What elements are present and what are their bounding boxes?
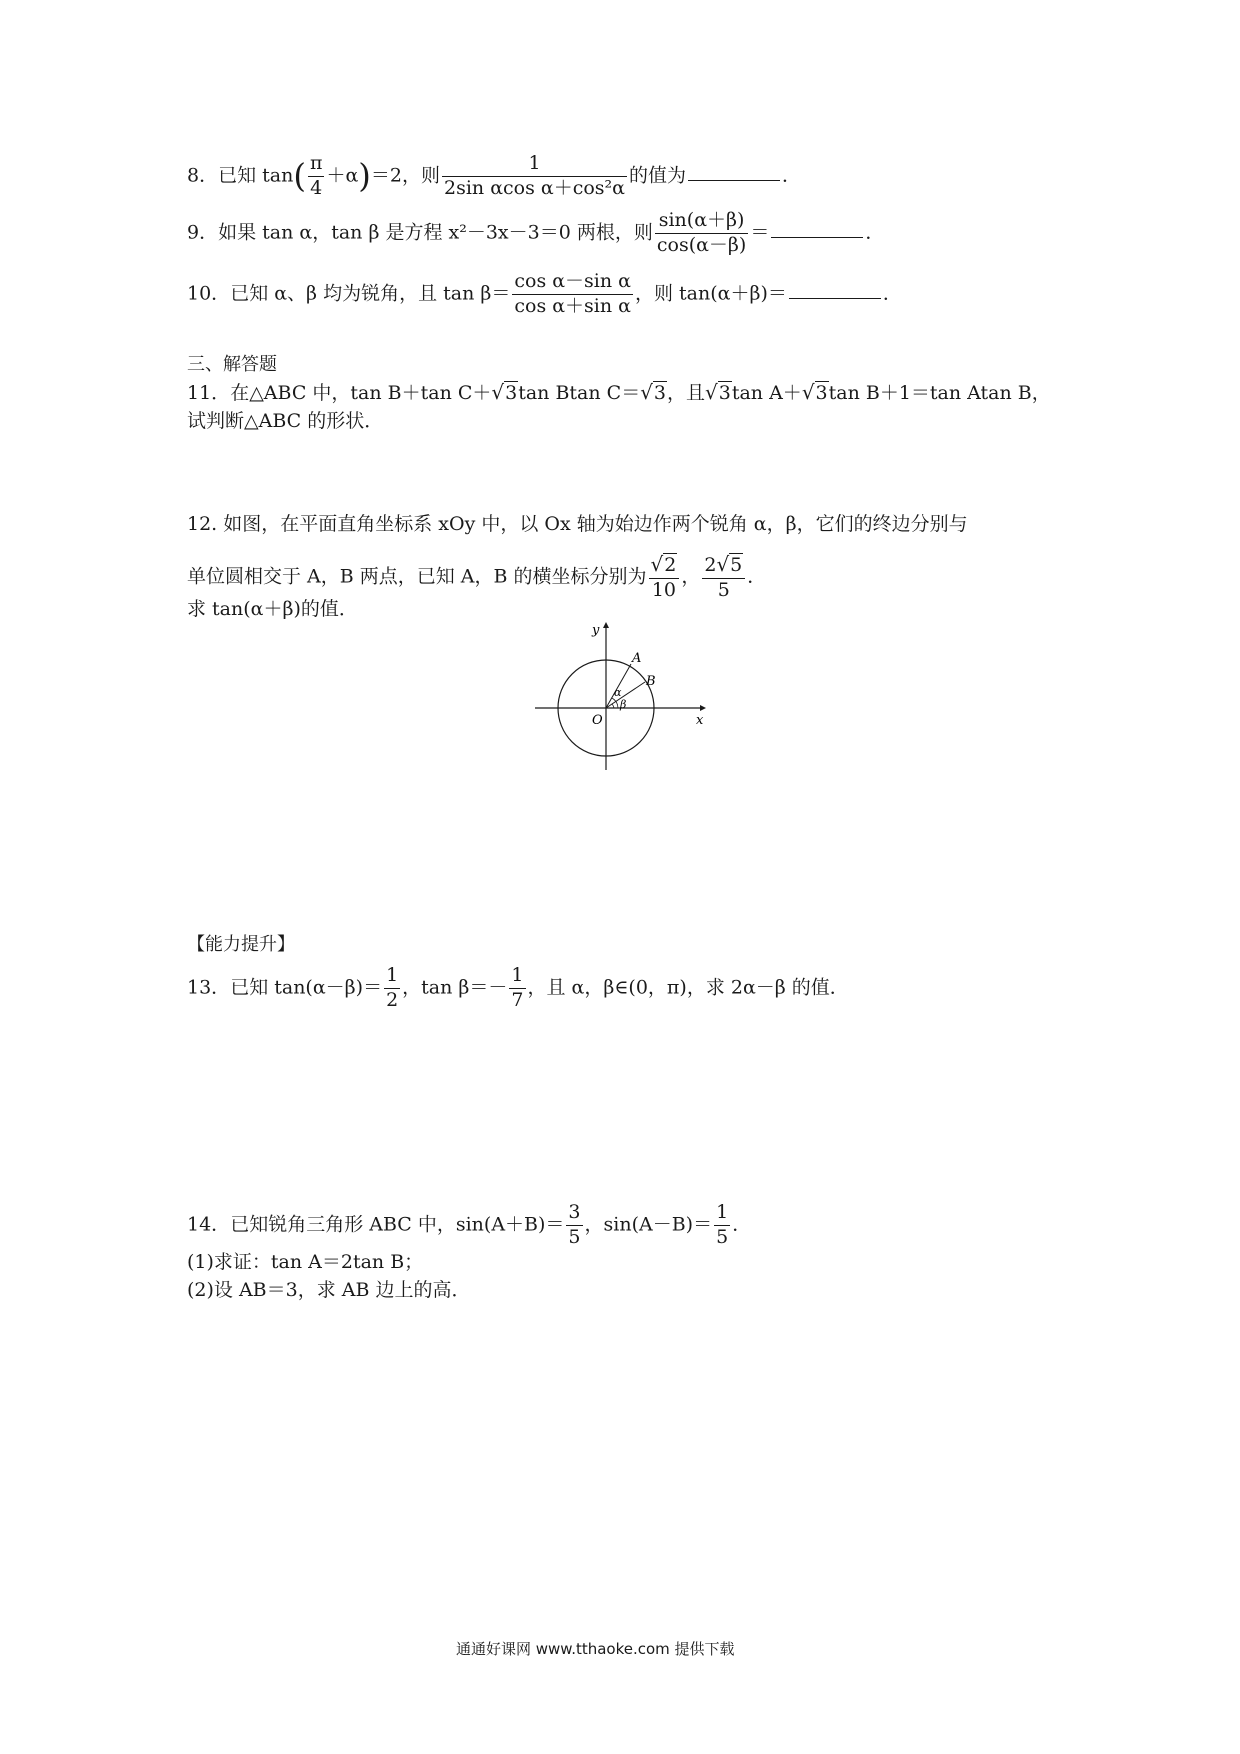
question-8: 8．已知 tan( $\frac{\pi}{4}$ ＋α)＝2，则 $\frac{1}{\text{2sin αcos α＋cos²α}}$ 的值为 ．: [187, 152, 802, 199]
unit-circle-figure: [530, 620, 710, 770]
fraction-1-2: $\frac{1}{2}$: [386, 964, 399, 1011]
fraction-3-5: $\frac{3}{5}$: [568, 1201, 581, 1248]
question-14: 14．已知锐角三角形 ABC 中，sin(A＋B)＝ $\frac{3}{5}$ ，sin(A－B)＝ $\frac{1}{5}$ ．: [187, 1201, 752, 1248]
sqrt-3: √3: [705, 380, 731, 404]
pi-over-4: $\frac{\pi}{4}$: [309, 152, 323, 199]
sqrt-3: √3: [640, 380, 667, 404]
question-9: 9．如果 tan α，tan β 是方程 x²－3x－3＝0 两根，则 $\frac{\sin(\alpha+\beta)}{\cos(\alpha-\beta)}$ ＝ ．: [187, 209, 885, 256]
sqrt-3: √3: [491, 380, 518, 404]
2sqrt5-over-5: $\frac{2√5}{5}$: [702, 553, 745, 602]
y-axis-arrow: [603, 622, 609, 628]
label-beta: β: [620, 698, 627, 711]
label-o: O: [592, 713, 603, 728]
x-axis-arrow: [700, 705, 706, 711]
sqrt-3: √3: [801, 380, 828, 404]
question-11: 11．在△ABC 中，tan B＋tan C＋√3tan Btan C＝√3，且√3tan A＋√3tan B＋1＝tan Atan B，: [187, 380, 1051, 404]
answer-blank: [789, 282, 881, 299]
q10-fraction: $\frac{\text{cos α－sin α}}{\text{cos α＋sin α}}$: [514, 270, 631, 317]
fraction-1-5: $\frac{1}{5}$: [716, 1201, 729, 1248]
label-alpha: α: [614, 686, 622, 699]
question-14-part2: (2)设 AB＝3，求 AB 边上的高．: [187, 1279, 471, 1301]
section-heading-answers: 三、解答题: [187, 354, 277, 375]
question-12-line1: 12. 如图，在平面直角坐标系 xOy 中，以 Ox 轴为始边作两个锐角 α，β，它们的终边分别与: [187, 513, 968, 535]
fraction-1-7: $\frac{1}{7}$: [511, 964, 524, 1011]
label-x: x: [696, 713, 704, 728]
q8-fraction: $\frac{1}{\text{2sin αcos α＋cos²α}}$: [444, 152, 626, 199]
label-b: B: [646, 674, 656, 689]
page-footer: 通通好课网 www.tthaoke.com 提供下载: [456, 1640, 735, 1658]
question-12-line3: 求 tan(α＋β)的值．: [187, 598, 358, 620]
q9-fraction: $\frac{\sin(\alpha+\beta)}{\cos(\alpha-\beta)}$: [656, 209, 747, 256]
answer-blank: [688, 164, 780, 181]
section-heading-ability: 【能力提升】: [187, 934, 295, 955]
question-10: 10．已知 α、β 均为锐角，且 tan β＝ $\frac{\text{cos α－sin α}}{\text{cos α＋sin α}}$ ，则 tan(α＋β)＝ ．: [187, 270, 902, 317]
question-12-line2: 单位圆相交于 A，B 两点，已知 A，B 的横坐标分别为 $\frac{√2}{10}$ ， $\frac{2√5}{5}$ ．: [187, 552, 767, 601]
question-13: 13．已知 tan(α－β)＝ $\frac{1}{2}$ ，tan β＝－ $\frac{1}{7}$ ，且 α，β∈(0，π)，求 2α－β 的值．: [187, 964, 849, 1011]
label-y: y: [592, 623, 600, 638]
label-a: A: [632, 651, 642, 666]
answer-blank: [771, 221, 863, 238]
sqrt2-over-10: $\frac{√2}{10}$: [649, 553, 680, 602]
question-14-part1: (1)求证：tan A＝2tan B；: [187, 1251, 424, 1273]
question-11-line2: 试判断△ABC 的形状．: [187, 410, 384, 432]
